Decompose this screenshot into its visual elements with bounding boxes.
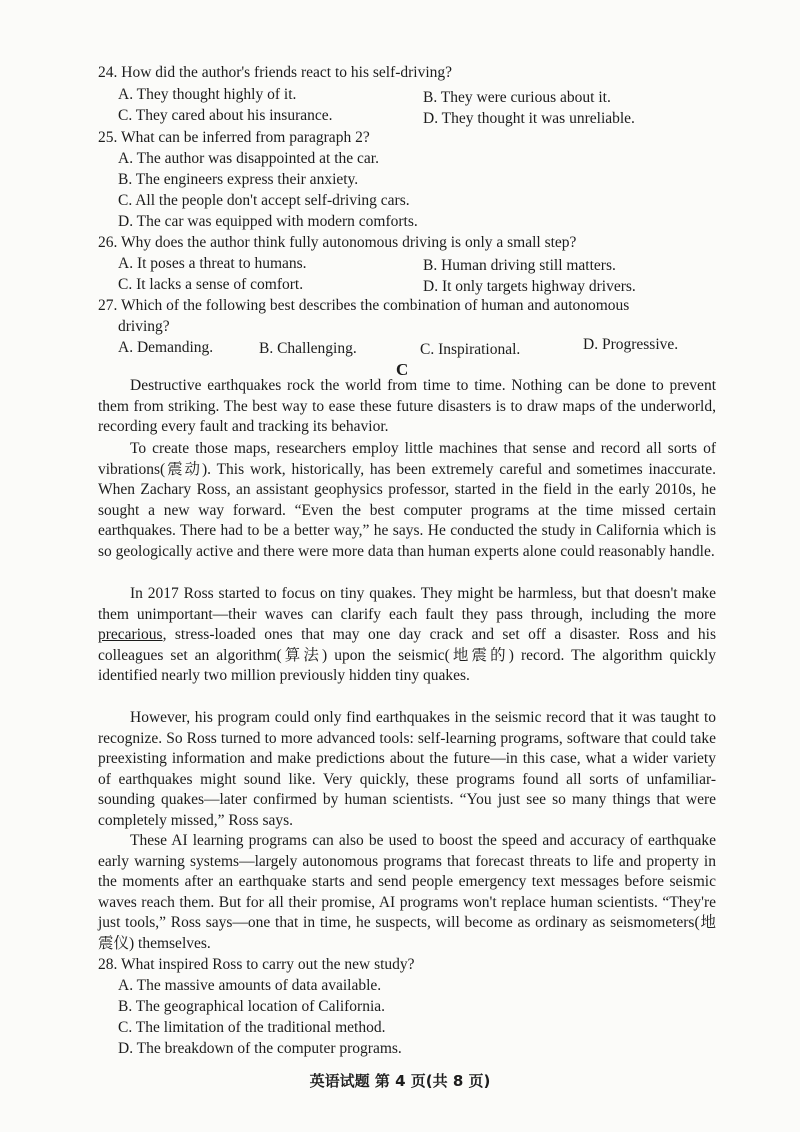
section-heading: C xyxy=(396,360,409,379)
question-25-option-b: B. The engineers express their anxiety. xyxy=(118,171,359,188)
question-27-stem-continued: driving? xyxy=(118,318,170,335)
question-24-option-d: D. They thought it was unreliable. xyxy=(423,110,635,127)
question-26-option-c: C. It lacks a sense of comfort. xyxy=(118,276,304,293)
question-27-option-b: B. Challenging. xyxy=(259,340,357,357)
question-24-stem: 24. How did the author's friends react to his self-driving? xyxy=(98,64,453,81)
question-28-stem: 28. What inspired Ross to carry out the new study? xyxy=(98,956,415,973)
question-24-option-b: B. They were curious about it. xyxy=(423,89,611,106)
question-26-option-b: B. Human driving still matters. xyxy=(423,257,616,274)
passage-paragraph-3 xyxy=(98,584,716,687)
passage-paragraph-4: However, his program could only find earthquakes in the seismic record that it was taught to recognize. So Ross turned to more advanced tools: self-learning programs, software that could take preexisting information and make predictions about the future—in this case, what a wider variety of earthquakes might sound like. Very quickly, these programs found all sorts of unfamiliar-sounding quakes—later confirmed by human scientists. “You just see so many things that were completely missed,” Ross says. xyxy=(98,709,716,829)
question-28-option-c: C. The limitation of the traditional method. xyxy=(118,1019,386,1036)
passage-paragraph-3-end: , stress-loaded ones that may one day crack and set off a disaster. Ross and his colleagues set an algorithm(算法) upon the seismic(地震的) record. The algorithm quickly identified nearly two million previously hidden tiny quakes. xyxy=(98,626,716,685)
question-25-option-a: A. The author was disappointed at the car. xyxy=(118,150,379,167)
question-26-option-d: D. It only targets highway drivers. xyxy=(423,278,636,295)
question-24-option-a: A. They thought highly of it. xyxy=(118,86,297,103)
passage-paragraph-3-start: In 2017 Ross started to focus on tiny quakes. They might be harmless, but that doesn't make them unimportant—their waves can clarify each fault they pass through, including the more xyxy=(98,585,716,623)
question-24-option-c: C. They cared about his insurance. xyxy=(118,107,333,124)
question-27-stem: 27. Which of the following best describes the combination of human and autonomous xyxy=(98,297,630,314)
passage-paragraph-5: These AI learning programs can also be used to boost the speed and accuracy of earthquake early warning systems—largely autonomous programs that forecast threats to life and property in the moments after an earthquake starts and send people emergency text messages before seismic waves reach them. But for all their promise, AI programs won't replace human scientists. “They're just tools,” Ross says—one that in time, he suspects, will become as ordinary as seismometers(地震仪) themselves. xyxy=(98,832,716,952)
underlined-word: precarious xyxy=(98,626,163,644)
question-27-option-c: C. Inspirational. xyxy=(420,341,521,358)
question-28-option-d: D. The breakdown of the computer programs. xyxy=(118,1040,402,1057)
passage-paragraph-1: Destructive earthquakes rock the world from time to time. Nothing can be done to prevent them from striking. The best way to ease these future disasters is to draw maps of the underworld, recording every fault and tracking its behavior. xyxy=(98,377,716,436)
question-27-option-d: D. Progressive. xyxy=(583,336,679,353)
question-26-option-a: A. It poses a threat to humans. xyxy=(118,255,307,272)
question-25-option-c: C. All the people don't accept self-driving cars. xyxy=(118,192,410,209)
question-28-option-a: A. The massive amounts of data available. xyxy=(118,977,382,994)
question-25-option-d: D. The car was equipped with modern comforts. xyxy=(118,213,418,230)
question-26-stem: 26. Why does the author think fully autonomous driving is only a small step? xyxy=(98,234,577,251)
question-28-option-b: B. The geographical location of California. xyxy=(118,998,386,1015)
passage-paragraph-2: To create those maps, researchers employ little machines that sense and record all sorts of vibrations(震动). This work, historically, has been extremely careful and sometimes inaccurate. When Zachary Ross, an assistant geophysics professor, started in the field in the early 2010s, he sought a new way forward. “Even the best computer programs at the time missed certain earthquakes. There had to be a better way,” he says. He conducted the study in California which is so geologically active and there were more data than human experts alone could reasonably handle. xyxy=(98,440,716,560)
page-footer: 英语试题 第 4 页(共 8 页) xyxy=(309,1072,491,1090)
question-25-stem: 25. What can be inferred from paragraph 2? xyxy=(98,129,370,146)
question-27-option-a: A. Demanding. xyxy=(118,339,214,356)
